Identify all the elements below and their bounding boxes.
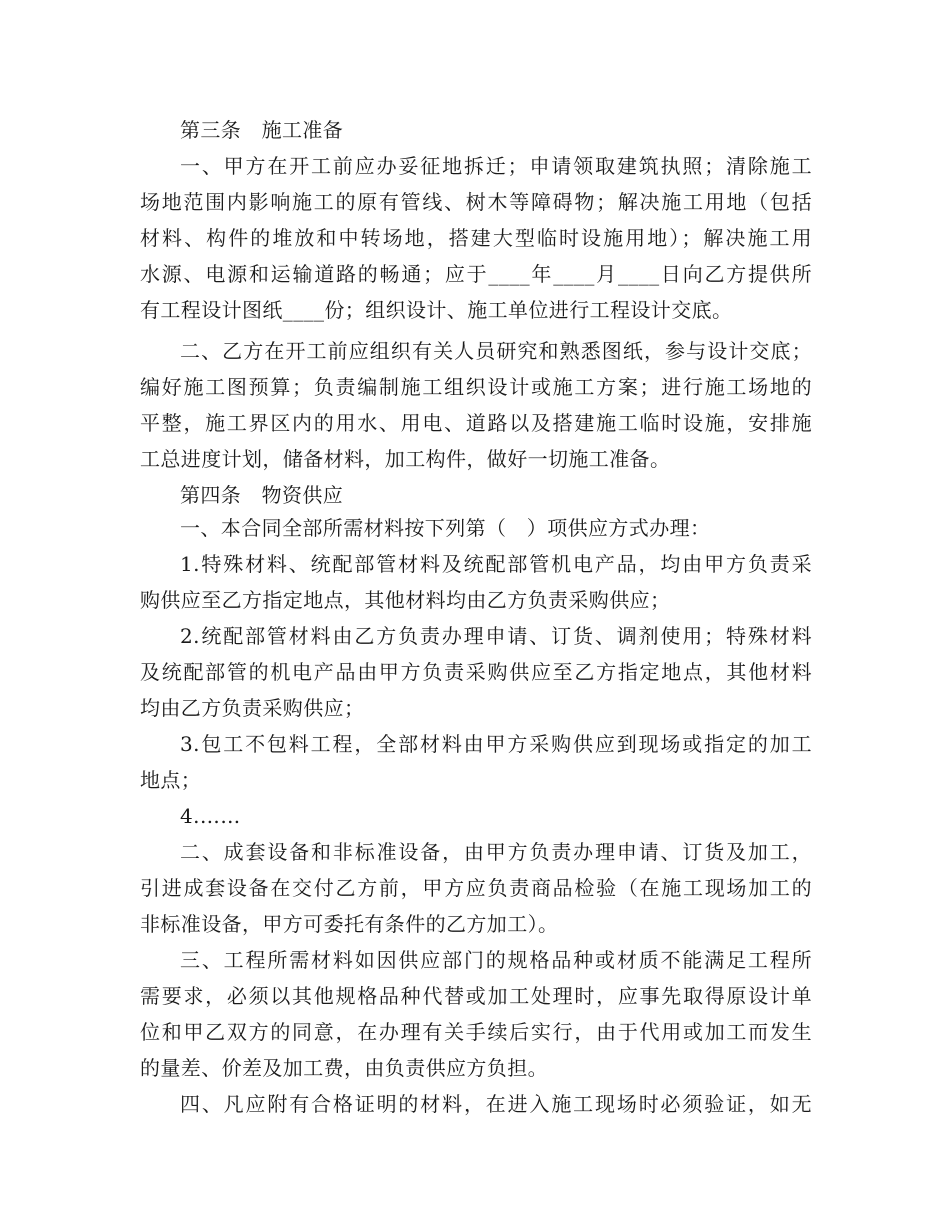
paragraph-line: 4.…… [180, 804, 241, 828]
paragraph-line: 引进成套设备在交付乙方前，甲方应负责商品检验（在施工现场加工的 [140, 876, 812, 900]
paragraph-line: 非标准设备，甲方可委托有条件的乙方加工）。 [140, 912, 559, 936]
paragraph-line: 均由乙方负责采购供应； [140, 696, 365, 720]
paragraph-line: 四、凡应附有合格证明的材料，在进入施工现场时必须验证，如无 [180, 1092, 812, 1116]
paragraph-line: 一、甲方在开工前应办妥征地拆迁；申请领取建筑执照；清除施工 [180, 154, 812, 178]
paragraph-line: 一、本合同全部所需材料按下列第（ ）项供应方式办理： [180, 516, 711, 540]
paragraph-line: 平整，施工界区内的用水、用电、道路以及搭建施工临时设施，安排施 [140, 411, 812, 435]
paragraph-line: 需要求，必须以其他规格品种代替或加工处理时，应事先取得原设计单 [140, 984, 812, 1008]
paragraph-line: 编好施工图预算；负责编制施工组织设计或施工方案；进行施工场地的 [140, 375, 812, 399]
paragraph-line: 1.特殊材料、统配部管材料及统配部管机电产品，均由甲方负责采 [180, 552, 812, 576]
paragraph-line: 水源、电源和运输道路的畅通；应于____年____月____日向乙方提供所 [140, 262, 812, 286]
paragraph-line: 二、成套设备和非标准设备，由甲方负责办理申请、订货及加工， [180, 840, 812, 864]
paragraph-line: 购供应至乙方指定地点，其他材料均由乙方负责采购供应； [140, 588, 671, 612]
paragraph-line: 材料、构件的堆放和中转场地，搭建大型临时设施用地）；解决施工用 [140, 226, 812, 250]
paragraph-line: 2.统配部管材料由乙方负责办理申请、订货、调剂使用；特殊材料 [180, 624, 812, 648]
paragraph-line: 工总进度计划，储备材料，加工构件，做好一切施工准备。 [140, 447, 671, 471]
paragraph-line: 三、工程所需材料如因供应部门的规格品种或材质不能满足工程所 [180, 948, 812, 972]
paragraph-line: 的量差、价差及加工费，由负责供应方负担。 [140, 1056, 548, 1080]
paragraph-line: 位和甲乙双方的同意，在办理有关手续后实行，由于代用或加工而发生 [140, 1020, 812, 1044]
paragraph-line: 及统配部管的机电产品由甲方负责采购供应至乙方指定地点，其他材料 [140, 660, 812, 684]
article-3-heading: 第三条 施工准备 [180, 118, 344, 142]
paragraph-line: 场地范围内影响施工的原有管线、树木等障碍物；解决施工用地（包括 [140, 190, 812, 214]
paragraph-line: 地点； [140, 768, 202, 792]
article-4-heading: 第四条 物资供应 [180, 483, 344, 507]
paragraph-line: 3.包工不包料工程，全部材料由甲方采购供应到现场或指定的加工 [180, 732, 812, 756]
paragraph-line: 有工程设计图纸____份；组织设计、施工单位进行工程设计交底。 [140, 298, 733, 322]
paragraph-line: 二、乙方在开工前应组织有关人员研究和熟悉图纸，参与设计交底； [180, 339, 812, 363]
